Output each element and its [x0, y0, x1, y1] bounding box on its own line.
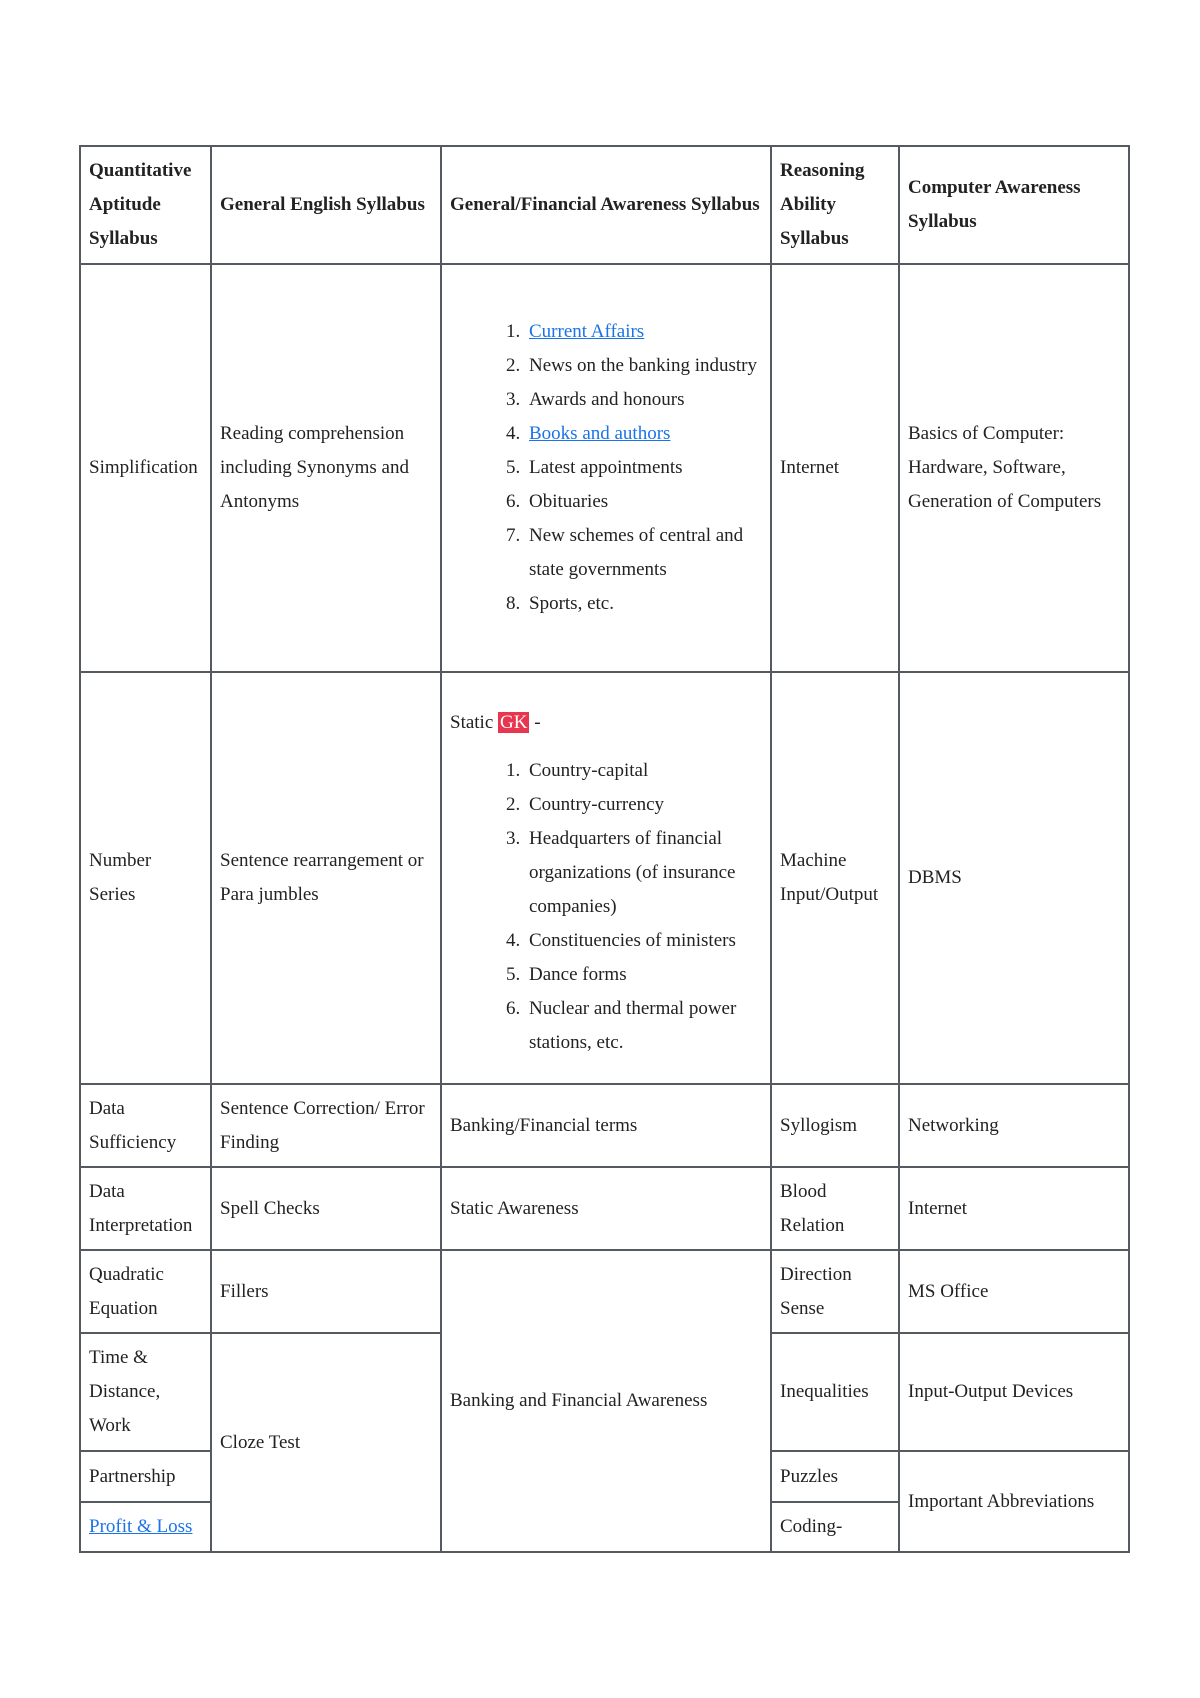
table-cell: Internet	[899, 1167, 1129, 1250]
list-item: 3. Awards and honours	[525, 383, 762, 417]
current-affairs-link[interactable]: Current Affairs	[529, 321, 645, 342]
static-gk-cell	[441, 672, 771, 1084]
list-item: 2. Country-currency	[525, 788, 762, 822]
list-item[interactable]	[525, 315, 762, 349]
table-cell: MS Office	[899, 1250, 1129, 1333]
header-quant: Quantitative Aptitude Syllabus	[80, 146, 211, 264]
table-row	[80, 264, 1129, 672]
table-cell: Reading comprehension including Synonyms and Antonyms	[211, 264, 441, 672]
table-cell: Sentence Correction/ Error Finding	[211, 1084, 441, 1167]
table-cell: Input-Output Devices	[899, 1333, 1129, 1451]
profit-loss-link[interactable]: Profit & Loss	[89, 1516, 193, 1537]
list-item: 5. Dance forms	[525, 958, 762, 992]
table-cell: Data Interpretation	[80, 1167, 211, 1250]
table-row	[80, 672, 1129, 1084]
static-gk-prefix: Static	[450, 712, 494, 733]
list-item: 2. News on the banking industry	[525, 349, 762, 383]
list-item: 4. Constituencies of ministers	[525, 924, 762, 958]
table-cell: Blood Relation	[771, 1167, 899, 1250]
syllabus-table	[79, 145, 1130, 1553]
table-cell: Static Awareness	[441, 1167, 771, 1250]
header-english: General English Syllabus	[211, 146, 441, 264]
table-cell: Internet	[771, 264, 899, 672]
books-and-authors-link[interactable]: Books and authors	[529, 423, 671, 444]
table-cell: Sentence rearrangement or Para jumbles	[211, 672, 441, 1084]
gk-highlight: GK	[500, 712, 528, 733]
table-cell: Fillers	[211, 1250, 441, 1333]
list-item: 5. Latest appointments	[525, 451, 762, 485]
table-cell: Inequalities	[771, 1333, 899, 1451]
table-cell: Important Abbreviations	[899, 1451, 1129, 1552]
table-cell: Networking	[899, 1084, 1129, 1167]
list-item: 1. Country-capital	[525, 754, 762, 788]
list-item: 7. New schemes of central and state governments	[525, 519, 762, 587]
header-reasoning: Reasoning Ability Syllabus	[771, 146, 899, 264]
table-cell: Syllogism	[771, 1084, 899, 1167]
table-cell: Data Sufficiency	[80, 1084, 211, 1167]
static-gk-suffix: -	[534, 712, 541, 733]
table-cell: DBMS	[899, 672, 1129, 1084]
table-cell: Cloze Test	[211, 1333, 441, 1552]
table-cell: Puzzles	[771, 1451, 899, 1502]
table-cell: Direction Sense	[771, 1250, 899, 1333]
list-item[interactable]	[525, 417, 762, 451]
table-cell: Coding-	[771, 1502, 899, 1552]
header-computer: Computer Awareness Syllabus	[899, 146, 1129, 264]
table-cell: Simplification	[80, 264, 211, 672]
table-cell: Machine Input/Output	[771, 672, 899, 1084]
header-awareness: General/Financial Awareness Syllabus	[441, 146, 771, 264]
table-cell: Banking and Financial Awareness	[441, 1250, 771, 1552]
table-cell: Time & Distance, Work	[80, 1333, 211, 1451]
list-item: 6. Nuclear and thermal power stations, etc.	[525, 992, 762, 1060]
list-item: 6. Obituaries	[525, 485, 762, 519]
table-cell: Basics of Computer: Hardware, Software, Generation of Computers	[899, 264, 1129, 672]
table-cell: Spell Checks	[211, 1167, 441, 1250]
list-item: 3. Headquarters of financial organizations (of insurance companies)	[525, 822, 762, 924]
static-gk-heading	[450, 706, 762, 740]
table-cell: Partnership	[80, 1451, 211, 1502]
table-row	[80, 1167, 1129, 1250]
table-cell: Quadratic Equation	[80, 1250, 211, 1333]
table-row	[80, 1084, 1129, 1167]
static-gk-list	[450, 754, 762, 1060]
current-affairs-cell	[441, 264, 771, 672]
list-item: 8. Sports, etc.	[525, 587, 762, 621]
current-affairs-list	[450, 315, 762, 621]
table-row	[80, 1250, 1129, 1333]
table-cell: Banking/Financial terms	[441, 1084, 771, 1167]
table-cell: Number Series	[80, 672, 211, 1084]
table-cell	[80, 1502, 211, 1552]
header-row	[80, 146, 1129, 264]
